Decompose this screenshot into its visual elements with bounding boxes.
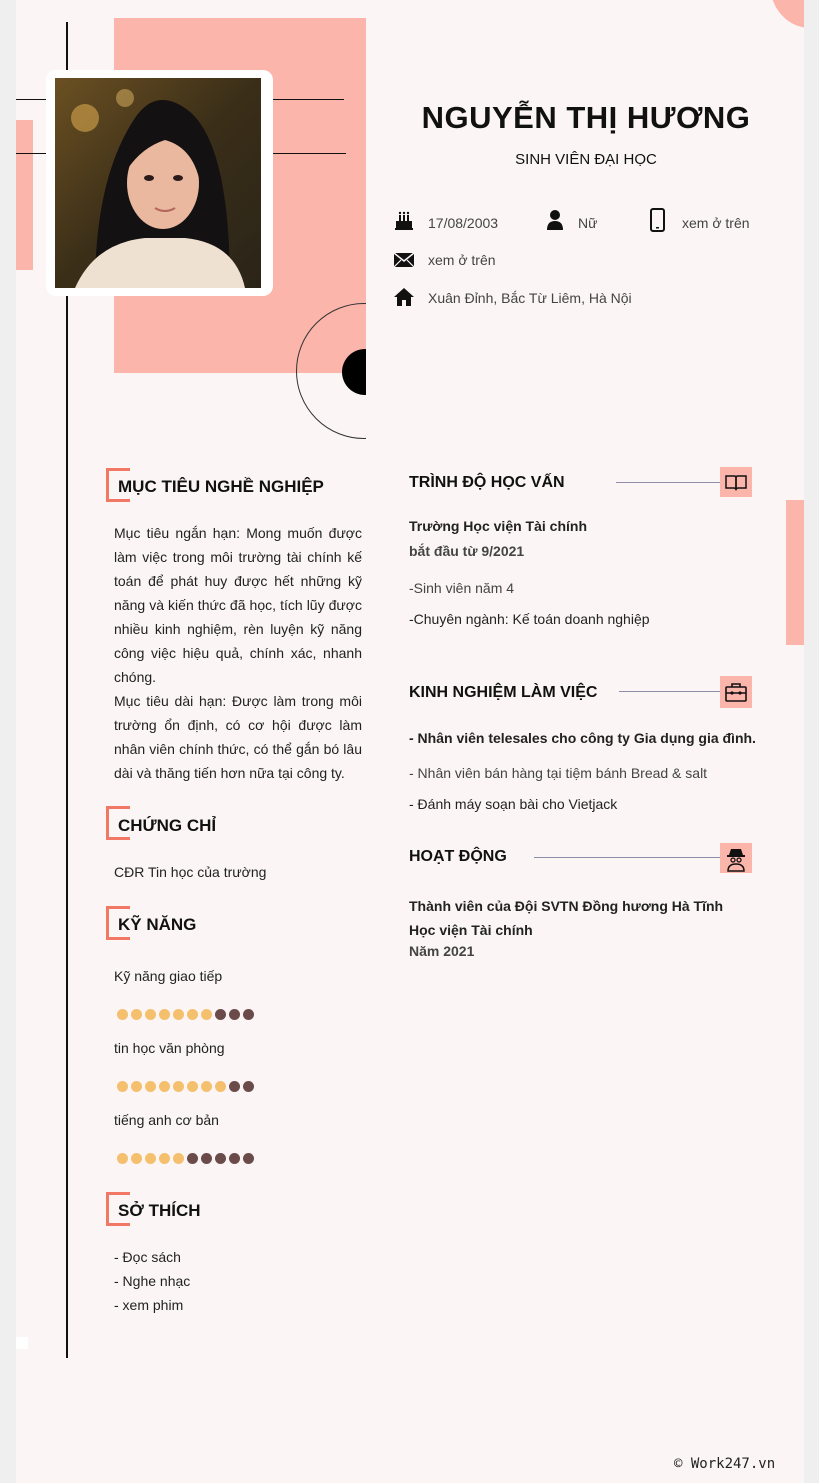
- objective-title: MỤC TIÊU NGHỀ NGHIỆP: [118, 477, 324, 496]
- skill-dot: [187, 1009, 198, 1020]
- home-icon: [393, 286, 415, 308]
- certificates-title: CHỨNG CHỈ: [118, 816, 217, 835]
- education-detail: -Chuyên ngành: Kế toán doanh nghiệp: [409, 611, 650, 627]
- skill-dot: [145, 1153, 156, 1164]
- skill-rating: [117, 1153, 254, 1164]
- education-detail: -Sinh viên năm 4: [409, 580, 515, 596]
- skill-dot: [201, 1153, 212, 1164]
- skill-dot: [215, 1081, 226, 1092]
- experience-line: [619, 691, 720, 692]
- activities-line: [534, 857, 720, 858]
- activities-year: Năm 2021: [409, 943, 475, 959]
- phone-value: xem ở trên: [682, 215, 750, 231]
- skill-dot: [117, 1081, 128, 1092]
- skill-rating: [117, 1009, 254, 1020]
- hobby-item: - xem phim: [114, 1297, 184, 1313]
- skill-dot: [145, 1081, 156, 1092]
- skill-dot: [173, 1153, 184, 1164]
- skill-dot: [215, 1009, 226, 1020]
- skill-dot: [229, 1081, 240, 1092]
- corner-circle: [770, 0, 804, 28]
- birthday-value: 17/08/2003: [428, 215, 499, 231]
- skill-dot: [187, 1081, 198, 1092]
- skill-dot: [131, 1081, 142, 1092]
- mail-icon: [393, 249, 415, 271]
- phone-icon: [647, 208, 669, 230]
- skill-dot: [117, 1009, 128, 1020]
- skill-dot: [215, 1153, 226, 1164]
- left-pink-strip: [16, 120, 33, 270]
- deco-ring-mask: [366, 290, 446, 450]
- skill-dot: [159, 1009, 170, 1020]
- skill-dot: [229, 1009, 240, 1020]
- education-start: bắt đầu từ 9/2021: [409, 543, 525, 559]
- skill-dot: [159, 1153, 170, 1164]
- skill-dot: [187, 1153, 198, 1164]
- person-icon: [544, 209, 566, 231]
- education-school: Trường Học viện Tài chính: [409, 518, 588, 534]
- skill-name: Kỹ năng giao tiếp: [114, 968, 223, 984]
- hobbies-title: SỞ THÍCH: [118, 1201, 201, 1220]
- footer-brand[interactable]: © Work247.vn: [674, 1456, 776, 1472]
- right-pink-strip: [786, 500, 804, 645]
- education-line: [616, 482, 720, 483]
- experience-main: - Nhân viên telesales cho công ty Gia dụng gia đình.: [409, 730, 756, 746]
- skill-dot: [173, 1009, 184, 1020]
- skill-rating: [117, 1081, 254, 1092]
- small-square: [16, 1337, 28, 1349]
- skill-dot: [131, 1153, 142, 1164]
- objective-text: [114, 521, 362, 785]
- cake-icon: [393, 210, 415, 232]
- certificate-item: CĐR Tin học của trường: [114, 864, 267, 880]
- skill-dot: [117, 1153, 128, 1164]
- skill-dot: [173, 1081, 184, 1092]
- education-title: TRÌNH ĐỘ HỌC VẤN: [409, 474, 565, 491]
- skill-dot: [131, 1009, 142, 1020]
- activities-title: HOẠT ĐỘNG: [409, 848, 507, 865]
- skill-dot: [201, 1009, 212, 1020]
- activities-org: Thành viên của Đội SVTN Đồng hương Hà Tĩnh Học viện Tài chính: [409, 898, 724, 938]
- candidate-role: SINH VIÊN ĐẠI HỌC: [515, 151, 657, 168]
- skill-name: tin học văn phòng: [114, 1040, 225, 1056]
- email-value: xem ở trên: [428, 252, 496, 268]
- skill-name: tiếng anh cơ bản: [114, 1112, 219, 1128]
- skill-dot: [201, 1081, 212, 1092]
- skill-dot: [159, 1081, 170, 1092]
- spy-icon: [720, 843, 752, 873]
- skill-dot: [243, 1009, 254, 1020]
- address-value: Xuân Đỉnh, Bắc Từ Liêm, Hà Nội: [428, 290, 632, 306]
- skill-dot: [243, 1153, 254, 1164]
- candidate-name: NGUYỄN THỊ HƯƠNG: [421, 100, 751, 135]
- hobby-item: - Nghe nhạc: [114, 1273, 191, 1289]
- experience-title: KINH NGHIỆM LÀM VIỆC: [409, 684, 598, 701]
- skill-dot: [243, 1081, 254, 1092]
- skill-dot: [229, 1153, 240, 1164]
- hobby-item: - Đọc sách: [114, 1249, 181, 1265]
- avatar: [55, 78, 261, 288]
- objective-paragraph: Mục tiêu ngắn hạn: Mong muốn được làm việc trong môi trường tài chính kế toán để phát huy được hết những kỹ năng và kiến thức đã học, tích lũy được nhiều kinh nghiệm, rèn luyện kỹ năng công việc hiệu quả, chính xác, nhanh chóng. Mục tiêu dài hạn: Được làm trong môi trường ổn định, có cơ hội được làm nhân viên chính thức, có thể gắn bó lâu dài và thăng tiến hơn nữa tại công ty.: [114, 525, 362, 781]
- experience-item: - Đánh máy soạn bài cho Vietjack: [409, 796, 618, 812]
- skill-dot: [145, 1009, 156, 1020]
- gender-value: Nữ: [578, 215, 598, 231]
- book-icon: [720, 467, 752, 497]
- cv-page: [16, 0, 804, 1483]
- experience-item: - Nhân viên bán hàng tại tiệm bánh Bread & salt: [409, 765, 708, 781]
- briefcase-icon: [720, 676, 752, 708]
- skills-title: KỸ NĂNG: [118, 915, 197, 934]
